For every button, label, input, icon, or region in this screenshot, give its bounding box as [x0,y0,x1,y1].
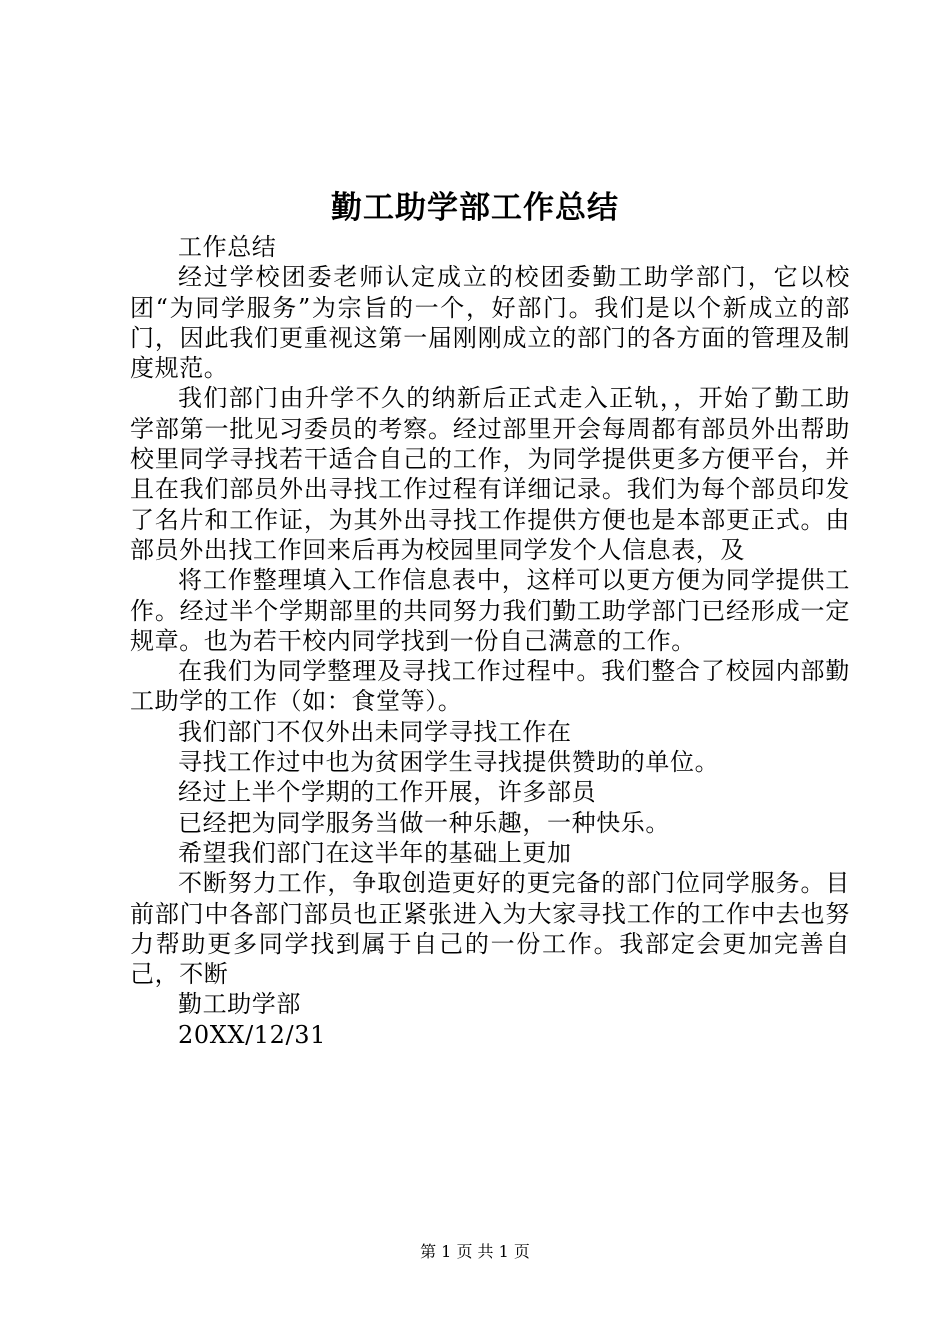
paragraph: 不断努力工作，争取创造更好的更完备的部门位同学服务。目前部门中各部门部员也正紧张进入为大家寻找工作的工作中去也努力帮助更多同学找到属于自己的一份工作。我部定会更加完善自己，不断 [130,869,850,989]
signature-date: 20XX/12/31 [178,1020,326,1049]
document-title: 勤工助学部工作总结 [331,190,619,226]
page-number-footer: 第 1 页 共 1 页 [420,1242,530,1261]
signature-department: 勤工助学部 [178,990,301,1019]
paragraph: 我们部门不仅外出未同学寻找工作在 [178,717,572,746]
document-body [130,232,850,1050]
paragraph: 希望我们部门在这半年的基础上更加 [178,838,572,867]
paragraph-heading: 工作总结 [178,233,277,261]
paragraph: 我们部门由升学不久的纳新后正式走入正轨，，开始了勤工助学部第一批见习委员的考察。经过部里开会每周都有部员外出帮助校里同学寻找若干适合自己的工作，为同学提供更多方便平台，并且在我们部员外出寻找工作过程有详细记录。我们为每个部员印发了名片和工作证，为其外出寻找工作提供方便也是本部更正式。由部员外出找工作回来后再为校园里同学发个人信息表，及 [130,384,850,564]
paragraph: 经过学校团委老师认定成立的校团委勤工助学部门，它以校团“为同学服务”为宗旨的一个，好部门。我们是以个新成立的部门，因此我们更重视这第一届刚刚成立的部门的各方面的管理及制度规范。 [130,263,850,383]
paragraph: 将工作整理填入工作信息表中，这样可以更方便为同学提供工作。经过半个学期部里的共同努力我们勤工助学部门已经形成一定规章。也为若干校内同学找到一份自己满意的工作。 [130,566,850,655]
paragraph: 在我们为同学整理及寻找工作过程中。我们整合了校园内部勤工助学的工作（如：食堂等）。 [130,657,850,716]
paragraph: 寻找工作过中也为贫困学生寻找提供赞助的单位。 [178,748,720,777]
paragraph: 经过上半个学期的工作开展，许多部员 [178,778,597,807]
paragraph: 已经把为同学服务当做一种乐趣，一种快乐。 [178,808,670,837]
